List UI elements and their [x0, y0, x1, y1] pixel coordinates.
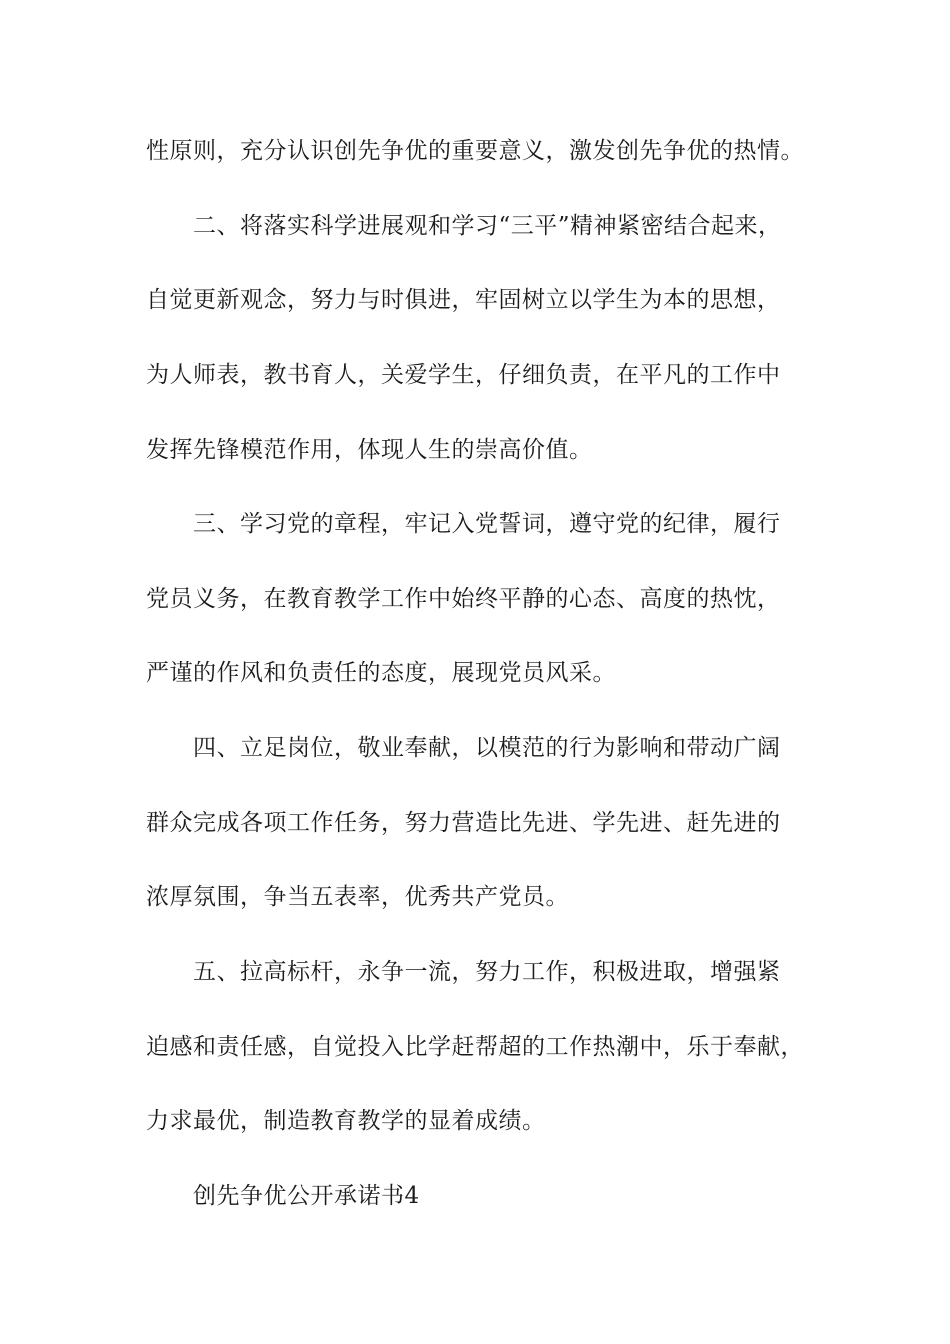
text-line-8: 严谨的作风和负责任的态度，展现党员风采。: [146, 660, 616, 686]
text-line-5: 发挥先锋模范作用，体现人生的崇高价值。: [146, 437, 593, 463]
text-line-10: 群众完成各项工作任务，努力营造比先进、学先进、赶先进的: [146, 810, 781, 836]
text-line-3: 自觉更新观念，努力与时俱进，牢固树立以学生为本的思想，: [146, 287, 781, 313]
text-line-12: 五、拉高标杆，永争一流，努力工作，积极进取，增强紧: [193, 959, 781, 985]
text-line-9: 四、立足岗位，敬业奉献，以模范的行为影响和带动广阔: [193, 735, 781, 761]
text-line-1: 性原则，充分认识创先争优的重要意义，激发创先争优的热情。: [146, 138, 804, 164]
text-line-2: 二、将落实科学进展观和学习“三平”精神紧密结合起来，: [193, 213, 782, 239]
text-line-14: 力求最优，制造教育教学的显着成绩。: [146, 1108, 546, 1134]
text-line-4: 为人师表，教书育人，关爱学生，仔细负责，在平凡的工作中: [146, 362, 781, 388]
text-line-11: 浓厚氛围，争当五表率，优秀共产党员。: [146, 884, 569, 910]
text-line-6: 三、学习党的章程，牢记入党誓词，遵守党的纪律，履行: [193, 511, 781, 537]
text-line-7: 党员义务，在教育教学工作中始终平静的心态、高度的热忱，: [146, 586, 781, 612]
section-heading: 创先争优公开承诺书4: [193, 1183, 420, 1209]
text-line-13: 迫感和责任感，自觉投入比学赶帮超的工作热潮中，乐于奉献，: [146, 1034, 804, 1060]
